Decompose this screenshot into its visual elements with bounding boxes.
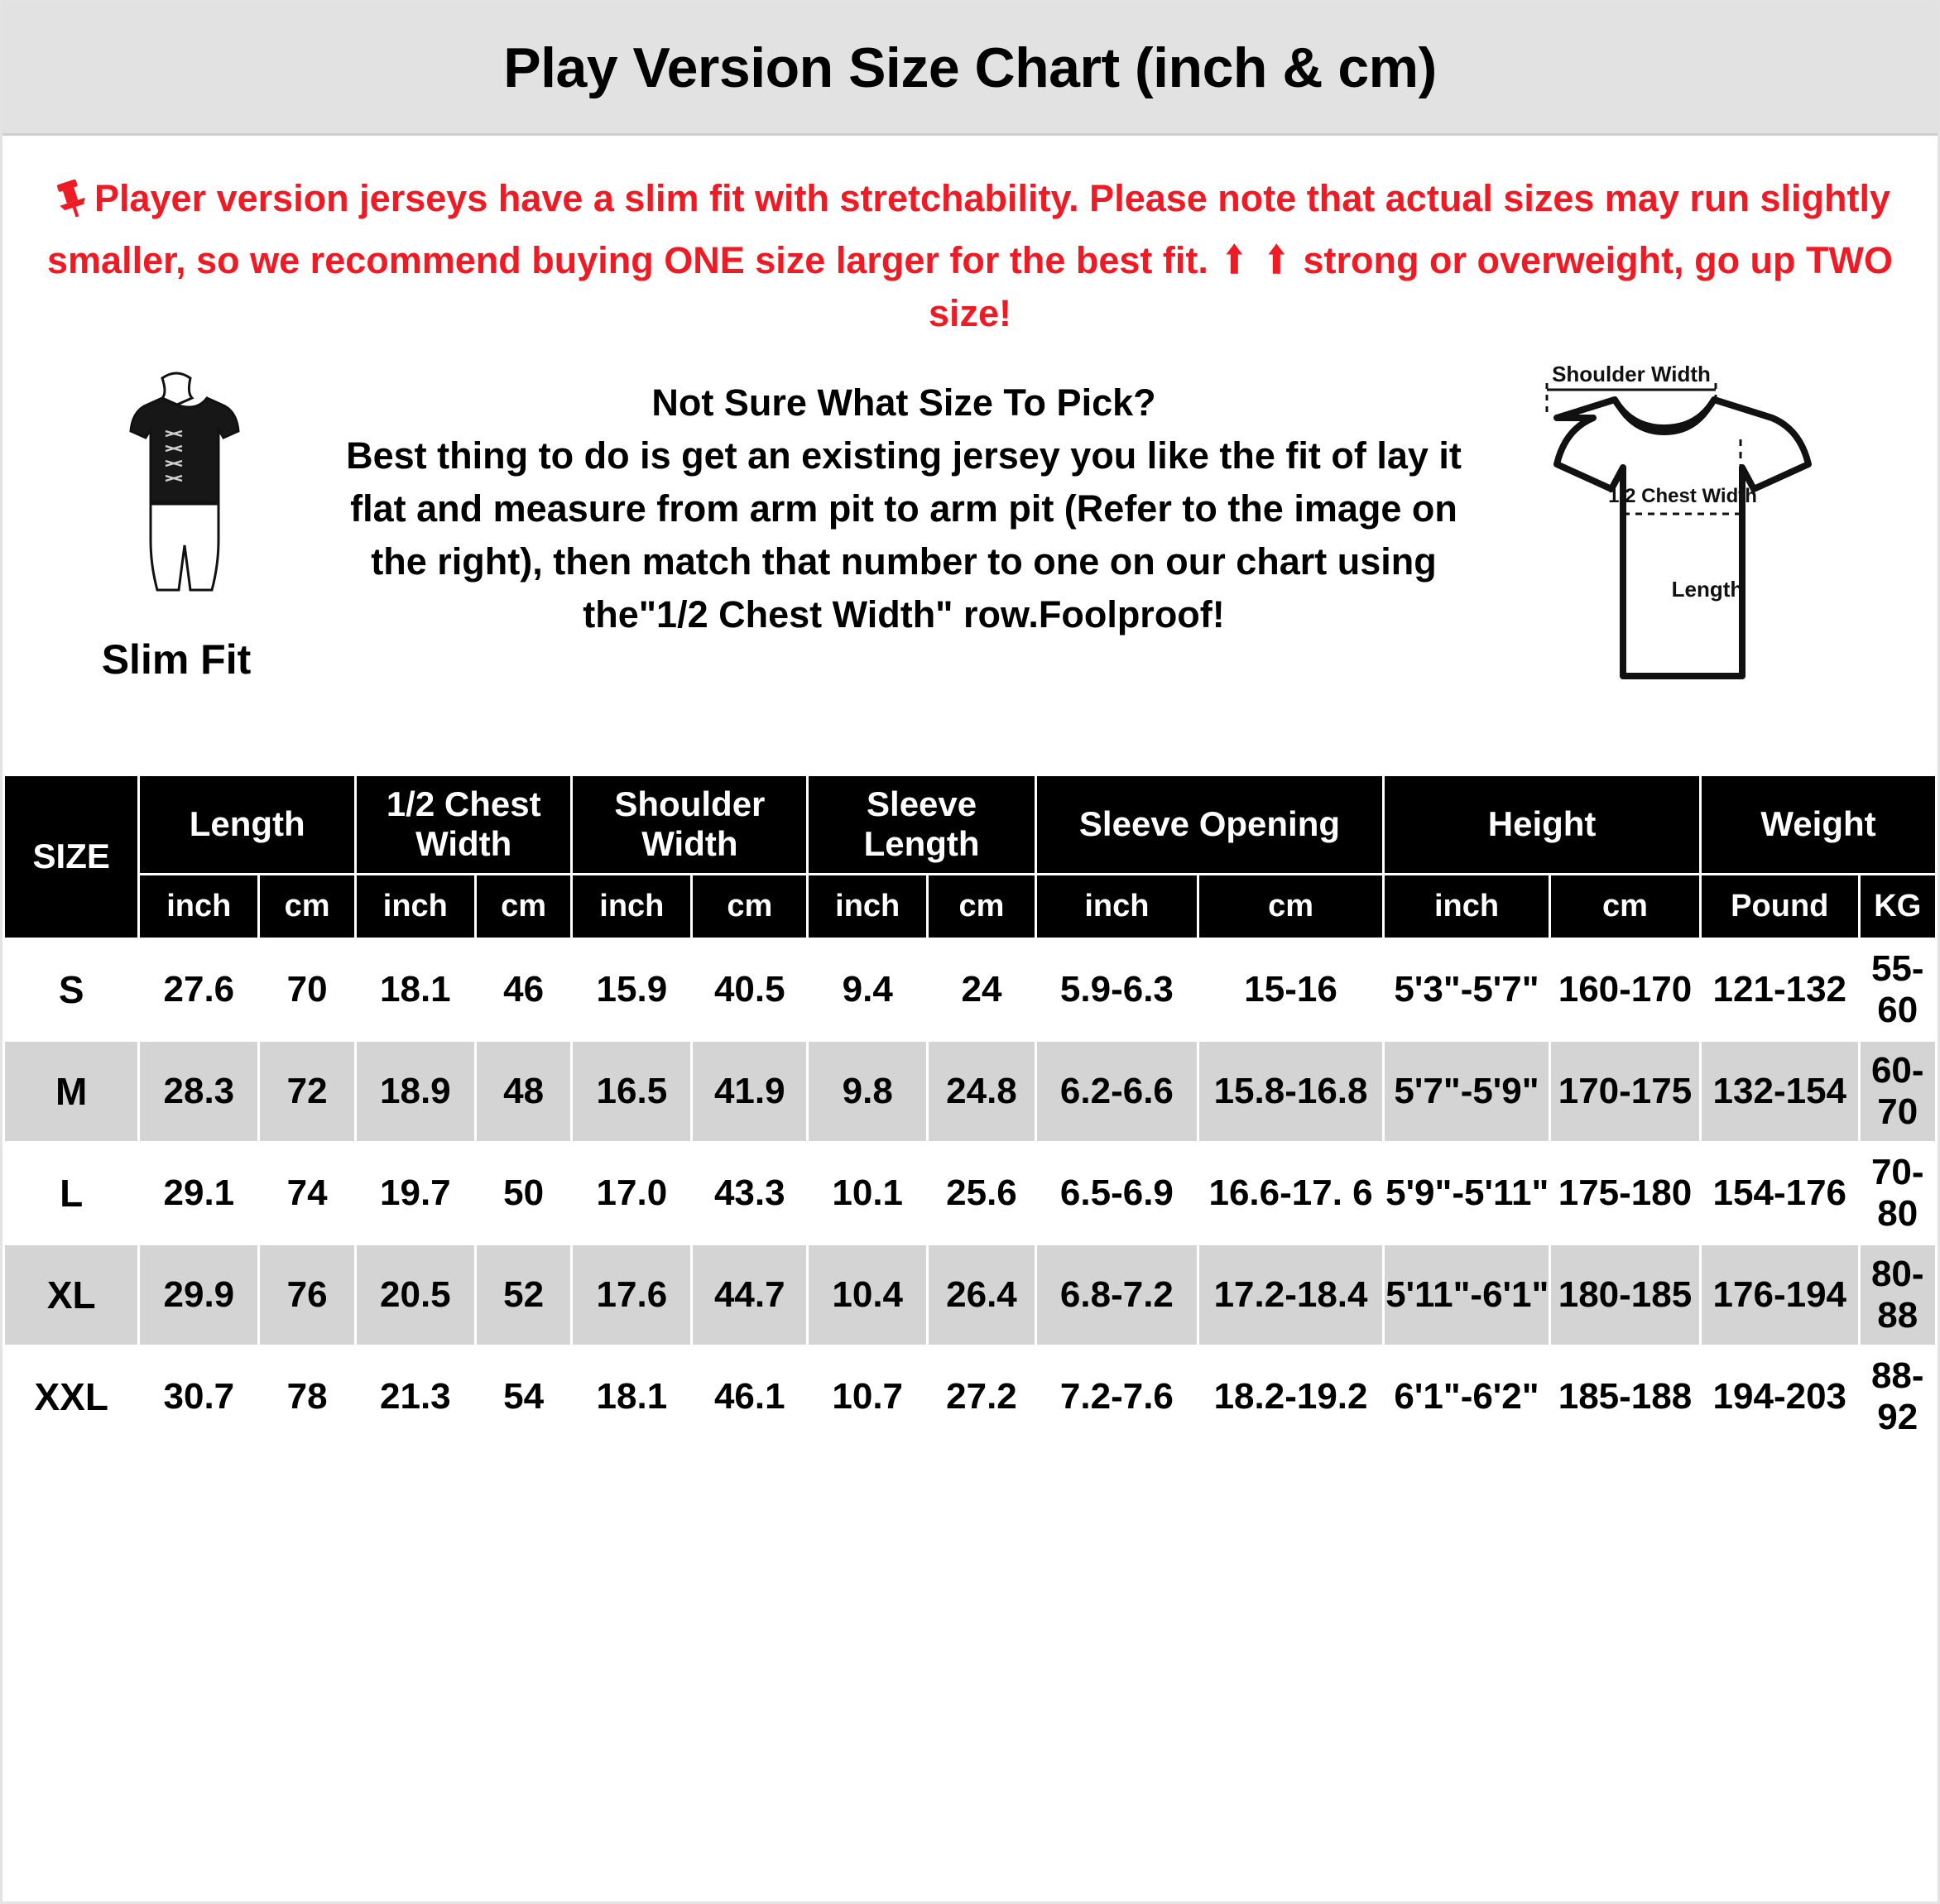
unit-sleeve-opening-inch: inch xyxy=(1035,874,1198,938)
cell: 16.5 xyxy=(572,1040,692,1142)
cell: 5'11"-6'1" xyxy=(1384,1244,1550,1345)
col-group-shoulder-width: Shoulder Width xyxy=(572,775,808,875)
cell: 9.8 xyxy=(808,1040,928,1142)
cell: 5'7"-5'9" xyxy=(1384,1040,1550,1142)
notice-text xyxy=(36,172,1904,340)
cell: 24.8 xyxy=(928,1040,1036,1142)
cell: 48 xyxy=(475,1040,572,1142)
notice-tail-text: strong or overweight, go up TWO size! xyxy=(928,238,1893,335)
cell: 132-154 xyxy=(1701,1040,1859,1142)
col-group-weight: Weight xyxy=(1701,775,1937,875)
cell: 15-16 xyxy=(1198,938,1383,1040)
cell: 5'9"-5'11" xyxy=(1384,1142,1550,1244)
table-row xyxy=(4,1040,1937,1142)
cell: 154-176 xyxy=(1701,1142,1859,1244)
slim-fit-block xyxy=(27,360,325,683)
cell: 185-188 xyxy=(1549,1345,1700,1447)
cell: 46 xyxy=(475,938,572,1040)
advice-body: Best thing to do is get an existing jersey you like the fit of lay it flat and measure from arm pit to arm pit (Refer to the image on the right), then match that number to one on our chart using the"1/2 Chest Width" row.Foolproof! xyxy=(346,434,1462,635)
cell: 46.1 xyxy=(692,1345,808,1447)
cell: 25.6 xyxy=(928,1142,1036,1244)
cell: 176-194 xyxy=(1701,1244,1859,1345)
cell: 24 xyxy=(928,938,1036,1040)
unit-length-cm: cm xyxy=(259,874,356,938)
cell: 29.9 xyxy=(139,1244,259,1345)
notice-block xyxy=(2,136,1938,352)
pushpin-icon xyxy=(50,176,93,233)
notice-main-text: Player version jerseys have a slim fit with stretchability. Please note that actual sizes may run slightly smaller, so we recommend buying ONE size larger for the best fit. xyxy=(47,177,1891,281)
col-header-size: SIZE xyxy=(4,775,139,939)
unit-chest-inch: inch xyxy=(355,874,475,938)
unit-length-inch: inch xyxy=(139,874,259,938)
cell: 52 xyxy=(475,1244,572,1345)
cell: 80-88 xyxy=(1859,1244,1936,1345)
arrow-up-icon-2: ⬆ xyxy=(1265,237,1289,281)
col-group-sleeve-length: Sleeve Length xyxy=(808,775,1036,875)
cell: 16.6-17. 6 xyxy=(1198,1142,1383,1244)
cell: 88-92 xyxy=(1859,1345,1936,1447)
cell: 10.4 xyxy=(808,1244,928,1345)
row-size-l: L xyxy=(4,1142,139,1244)
row-size-xxl: XXL xyxy=(4,1345,139,1447)
chart-title-bar xyxy=(2,2,1938,136)
table-body xyxy=(4,938,1937,1447)
arrow-up-icon-1: ⬆ xyxy=(1222,237,1247,281)
table-row xyxy=(4,1142,1937,1244)
sizing-advice xyxy=(334,360,1474,640)
cell: 15.8-16.8 xyxy=(1198,1040,1383,1142)
cell: 29.1 xyxy=(139,1142,259,1244)
cell: 18.2-19.2 xyxy=(1198,1345,1383,1447)
cell: 44.7 xyxy=(692,1244,808,1345)
cell: 18.1 xyxy=(355,938,475,1040)
cell: 17.6 xyxy=(572,1244,692,1345)
cell: 28.3 xyxy=(139,1040,259,1142)
cell: 72 xyxy=(259,1040,356,1142)
cell: 17.0 xyxy=(572,1142,692,1244)
row-size-s: S xyxy=(4,938,139,1040)
cell: 50 xyxy=(475,1142,572,1244)
table-row xyxy=(4,1244,1937,1345)
cell: 20.5 xyxy=(355,1244,475,1345)
cell: 17.2-18.4 xyxy=(1198,1244,1383,1345)
cell: 70 xyxy=(259,938,356,1040)
cell: 70-80 xyxy=(1859,1142,1936,1244)
cell: 27.6 xyxy=(139,938,259,1040)
size-table-wrapper xyxy=(2,774,1938,1902)
advice-heading: Not Sure What Size To Pick? xyxy=(651,381,1156,424)
unit-height-cm: cm xyxy=(1549,874,1700,938)
unit-sleeve-opening-cm: cm xyxy=(1198,874,1383,938)
cell: 54 xyxy=(475,1345,572,1447)
cell: 60-70 xyxy=(1859,1040,1936,1142)
col-group-chest-width: 1/2 Chest Width xyxy=(355,775,572,875)
table-row xyxy=(4,938,1937,1040)
unit-sleeve-length-inch: inch xyxy=(808,874,928,938)
slim-fit-label: Slim Fit xyxy=(101,636,252,683)
cell: 74 xyxy=(259,1142,356,1244)
table-head xyxy=(4,775,1937,939)
cell: 9.4 xyxy=(808,938,928,1040)
size-table xyxy=(2,774,1938,1449)
cell: 6.5-6.9 xyxy=(1035,1142,1198,1244)
cell: 7.2-7.6 xyxy=(1035,1345,1198,1447)
svg-text:1/2 Chest Width: 1/2 Chest Width xyxy=(1608,485,1757,508)
cell: 40.5 xyxy=(692,938,808,1040)
unit-chest-cm: cm xyxy=(475,874,572,938)
col-group-sleeve-opening: Sleeve Opening xyxy=(1035,775,1383,875)
col-group-length: Length xyxy=(139,775,356,875)
cell: 180-185 xyxy=(1549,1244,1700,1345)
cell: 10.1 xyxy=(808,1142,928,1244)
cell: 55-60 xyxy=(1859,938,1936,1040)
cell: 160-170 xyxy=(1549,938,1700,1040)
cell: 30.7 xyxy=(139,1345,259,1447)
cell: 6.2-6.6 xyxy=(1035,1040,1198,1142)
cell: 6.8-7.2 xyxy=(1035,1244,1198,1345)
cell: 76 xyxy=(259,1244,356,1345)
cell: 5'3"-5'7" xyxy=(1384,938,1550,1040)
measurement-diagram xyxy=(1482,360,1913,752)
unit-weight-kg: KG xyxy=(1859,874,1936,938)
unit-weight-pound: Pound xyxy=(1701,874,1859,938)
slim-fit-body-icon xyxy=(89,370,263,622)
cell: 26.4 xyxy=(928,1244,1036,1345)
cell: 121-132 xyxy=(1701,938,1859,1040)
page-title: Play Version Size Chart (inch & cm) xyxy=(503,36,1437,99)
header-group-row xyxy=(4,775,1937,875)
svg-text:Shoulder Width: Shoulder Width xyxy=(1552,363,1711,387)
cell: 41.9 xyxy=(692,1040,808,1142)
cell: 27.2 xyxy=(928,1345,1036,1447)
svg-text:Length: Length xyxy=(1671,577,1744,602)
cell: 19.7 xyxy=(355,1142,475,1244)
info-row xyxy=(2,352,1938,774)
header-unit-row xyxy=(4,874,1937,938)
cell: 18.1 xyxy=(572,1345,692,1447)
cell: 78 xyxy=(259,1345,356,1447)
row-size-xl: XL xyxy=(4,1244,139,1345)
cell: 15.9 xyxy=(572,938,692,1040)
cell: 170-175 xyxy=(1549,1040,1700,1142)
cell: 10.7 xyxy=(808,1345,928,1447)
col-group-height: Height xyxy=(1384,775,1701,875)
cell: 18.9 xyxy=(355,1040,475,1142)
unit-sleeve-length-cm: cm xyxy=(928,874,1036,938)
unit-shoulder-cm: cm xyxy=(692,874,808,938)
cell: 194-203 xyxy=(1701,1345,1859,1447)
cell: 175-180 xyxy=(1549,1142,1700,1244)
cell: 5.9-6.3 xyxy=(1035,938,1198,1040)
table-row xyxy=(4,1345,1937,1447)
cell: 43.3 xyxy=(692,1142,808,1244)
cell: 21.3 xyxy=(355,1345,475,1447)
tshirt-measurement-icon xyxy=(1499,363,1896,752)
cell: 6'1"-6'2" xyxy=(1384,1345,1550,1447)
unit-height-inch: inch xyxy=(1384,874,1550,938)
unit-shoulder-inch: inch xyxy=(572,874,692,938)
row-size-m: M xyxy=(4,1040,139,1142)
